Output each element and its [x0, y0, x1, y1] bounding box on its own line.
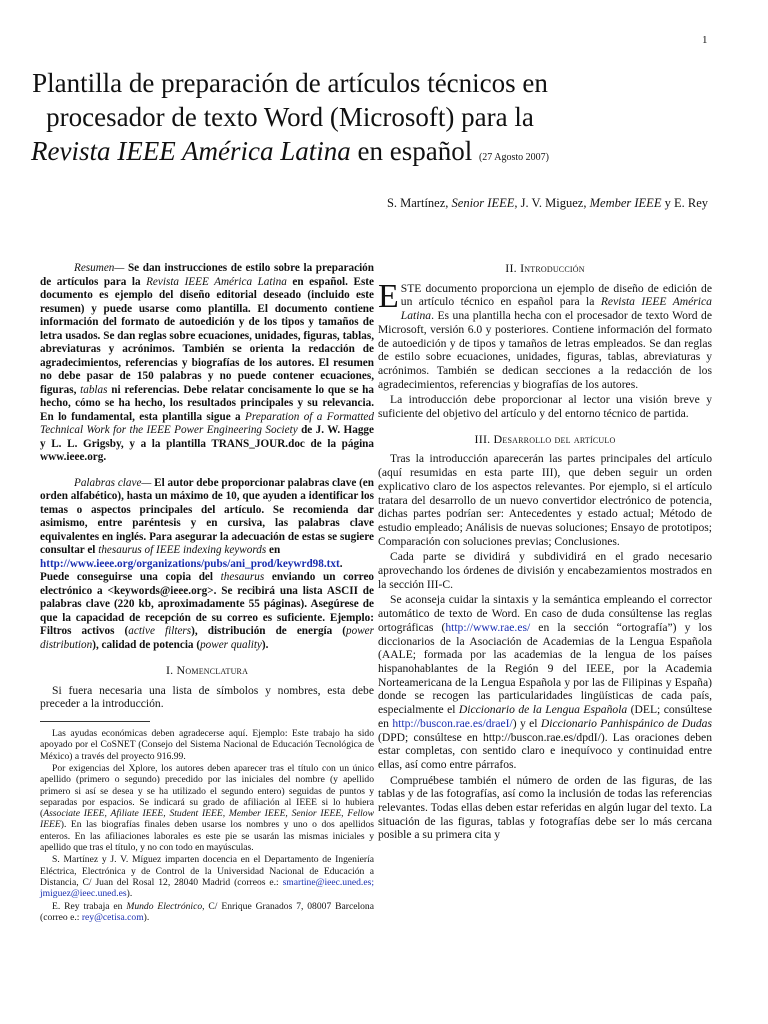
paper-title: [0, 66, 580, 175]
journal-name: Revista IEEE América Latina: [31, 136, 351, 166]
author-line: [0, 196, 768, 211]
author-2-role: Member IEEE: [589, 196, 662, 210]
paragraph: Se aconseja cuidar la sintaxis y la semántica empleando el corrector automático de texto de Word. En caso de duda consúltense las reglas ortográficas (http://www.rae.es/ en la sección “ortografía”) y los diccionarios de la Asociación de Academias de la Lengua Española (AALE; formada por las academias de la lengua de los países hispanohablantes de la Región 9 del IEEE, por la Academia Norteamericana de la Lengua Española y por las de Filipinas y España) donde se recogen las particularidades lingüísticas de cada país, especialmente el Diccionario de la Lengua Española (DEL; consúltese en http://buscon.rae.es/draeI/) y el Diccionario Panhispánico de Dudas (DPD; consúltese en http://buscon.rae.es/dpdI/). Las oraciones deben estar completas, con sentido claro e inequívoco y continuidad entre ellas, así como entre párrafos.: [378, 593, 712, 771]
title-suffix: en español: [350, 136, 473, 166]
author-2: , J. V. Miguez,: [514, 196, 590, 210]
author-1: S. Martínez,: [386, 196, 452, 210]
paragraph: Tras la introducción aparecerán las partes principales del artículo (aquí resumidas en esta parte III), que deben seguir un orden explicativo claro de los aspectos relevantes. Por ejemplo, si el artículo tratara del desarrollo de un nuevo convertidor electrónico de potencia, dichas partes podrían ser: Antecedentes y estado actual; Método de estudio empleado; Análisis de nuevas soluciones; Ensayo de prototipos; Comparación con soluciones previas; Conclusiones.: [378, 452, 712, 548]
section-heading-1: I. Nomenclatura: [165, 663, 249, 677]
footnote-rule: [40, 721, 150, 722]
drae-link[interactable]: http://buscon.rae.es/draeI/: [392, 716, 513, 730]
keywords-label: Palabras clave—: [74, 476, 152, 489]
abstract-block: [40, 262, 374, 652]
author-3: y E. Rey: [661, 196, 708, 210]
section-heading-2: II. Introducción: [505, 261, 585, 275]
paragraph: Si fuera necesaria una lista de símbolos y nombres, esta debe preceder a la introducción.: [40, 683, 374, 711]
section-heading-3: III. Desarrollo del artículo: [474, 431, 616, 446]
title-line-3: [0, 134, 580, 175]
author-1-role: Senior IEEE: [451, 196, 515, 210]
paragraph: Compruébese también el número de orden de las figuras, de las tablas y de las fotografías, así como la inclusión de todas las referencias relevantes. Todas ellas deben estar referidas en algún lugar del texto. La situación de las figuras, tablas y fotografías debe ser lo más cercana posible a su primera cita y: [378, 773, 712, 842]
right-column: [378, 262, 712, 844]
footnote: S. Martínez y J. V. Míguez imparten docencia en el Departamento de Ingeniería Eléctrica, Electrónica y de Control de la Universidad Nacional de Educación a Distancia, C/ Juan del Rosal 12, 28040 Madrid (correos e.: smartine@ieec.uned.es; jmiguez@ieec.uned.es).: [40, 854, 374, 900]
footnote: Las ayudas económicas deben agradecerse aquí. Ejemplo: Este trabajo ha sido apoyado por el CoSNET (Consejo del Sistema Nacional de Educación Tecnológica de México) a través del proyecto 916.99.: [40, 728, 374, 762]
title-date: (27 Agosto 2007): [478, 152, 549, 163]
abstract: Resumen— Se dan instrucciones de estilo sobre la preparación de artículos para la Revista IEEE América Latina en español. Este documento es ejemplo del diseño editorial deseado (incluido este resumen) y puede usarse como plantilla. El documento contiene información del formato de autoedición y de los tipos y tamaños de letra usados. Se dan reglas sobre ecuaciones, unidades, figuras, tablas, abreviaturas y acrónimos. También se orienta la redacción de agradecimientos, referencias y biografías de los autores. El resumen no debe pasar de 150 palabras y no puede contener ecuaciones, figuras, tablas ni referencias. Debe relatar concisamente lo que se ha hecho, cómo se ha hecho, los resultados principales y su relevancia. En lo fundamental, esta plantilla sigue a Preparation of a Formatted Technical Work for the IEEE Power Engineering Society de J. W. Hagge y L. L. Grigsby, y a la plantilla TRANS_JOUR.doc de la página www.ieee.org.: [40, 262, 375, 463]
email-link[interactable]: rey@cetisa.com: [81, 911, 144, 923]
title-line-2: procesador de texto Word (Microsoft) para la: [46, 102, 534, 132]
keywords-url-link[interactable]: http://www.ieee.org/organizations/pubs/ani_prod/keywrd98.txt: [40, 557, 340, 570]
paragraph: ESTE documento proporciona un ejemplo de diseño de edición de un artículo técnico en español para la Revista IEEE América Latina. Es una plantilla hecha con el procesador de texto Word de Microsoft, versión 6.0 y posteriores. Contiene información del formato de autoedición y de tipos y tamaños de letras empleados. Se dan reglas de estilo sobre ecuaciones, unidades, figuras, tablas, abreviaturas y acrónimos. También se dedican secciones a la redacción de los agradecimientos, referencias y biografías de los autores.: [378, 277, 712, 391]
title-line-1: Plantilla de preparación de artículos técnicos en: [32, 68, 548, 98]
footnote: E. Rey trabaja en Mundo Electrónico, C/ Enrique Granados 7, 08007 Barcelona (correo e.: rey@cetisa.com).: [40, 900, 374, 923]
footnote: Por exigencias del Xplore, los autores deben aparecer tras el título con un único apellido (primero o segundo) precedido por las iniciales del nombre (y apellido primero si así se desea y se ha utilizado el segundo entero) seguidas de puntos y separadas por espacios. Se indicará su grado de afiliación al IEEE si lo hubiera (Associate IEEE, Afiliate IEEE, Student IEEE, Member IEEE, Senior IEEE, Fellow IEEE). En las biografías finales deben usarse los nombres y uno o dos apellidos enteros. En las afiliaciones laborales es este pie se usarán las mismas iniciales y apellido que tras el título, y no con todo en mayúsculas.: [40, 763, 374, 854]
drop-cap: E: [378, 277, 399, 315]
page-number: 1: [702, 34, 708, 46]
paragraph: Cada parte se dividirá y subdividirá en el grado necesario aprovechando los órdenes de división y encabezamientos mostrados en la sección III-C.: [378, 550, 712, 591]
footnotes: [40, 728, 374, 923]
paragraph: La introducción debe proporcionar al lector una visión breve y suficiente del objetivo del artículo y del entorno técnico de partida.: [378, 393, 712, 421]
abstract-label: Resumen—: [74, 262, 125, 274]
rae-link[interactable]: http://www.rae.es/: [445, 620, 531, 634]
email-link[interactable]: smartine@ieec.uned.es; jmiguez@ieec.uned.es: [40, 876, 374, 900]
keywords: Palabras clave— El autor debe proporcionar palabras clave (en orden alfabético), hasta un máximo de 10, que ayuden a identificar los temas o aspectos principales del artículo. Se recomienda dar asimismo, entre paréntesis y en cursiva, las palabras clave equivalentes en inglés. Para asegurar la adecuación de estas se sugiere consultar el thesaurus of IEEE indexing keywords en http://www.ieee.org/organizations/pubs/ani_prod/keywrd98.txt. Puede conseguirse una copia del thesaurus enviando un correo electrónico a <keywords@ieee.org>. Se recibirá una lista ASCII de palabras clave (220 kb, aproximadamente 55 páginas). Asegúrese de que la capacidad de recepción de su correo es suficiente. Ejemplo: Filtros activos (active filters), distribución de energía (power distribution), calidad de potencia (power quality).: [40, 476, 374, 651]
left-column: [40, 262, 374, 924]
section-nomenclature: [40, 664, 374, 711]
